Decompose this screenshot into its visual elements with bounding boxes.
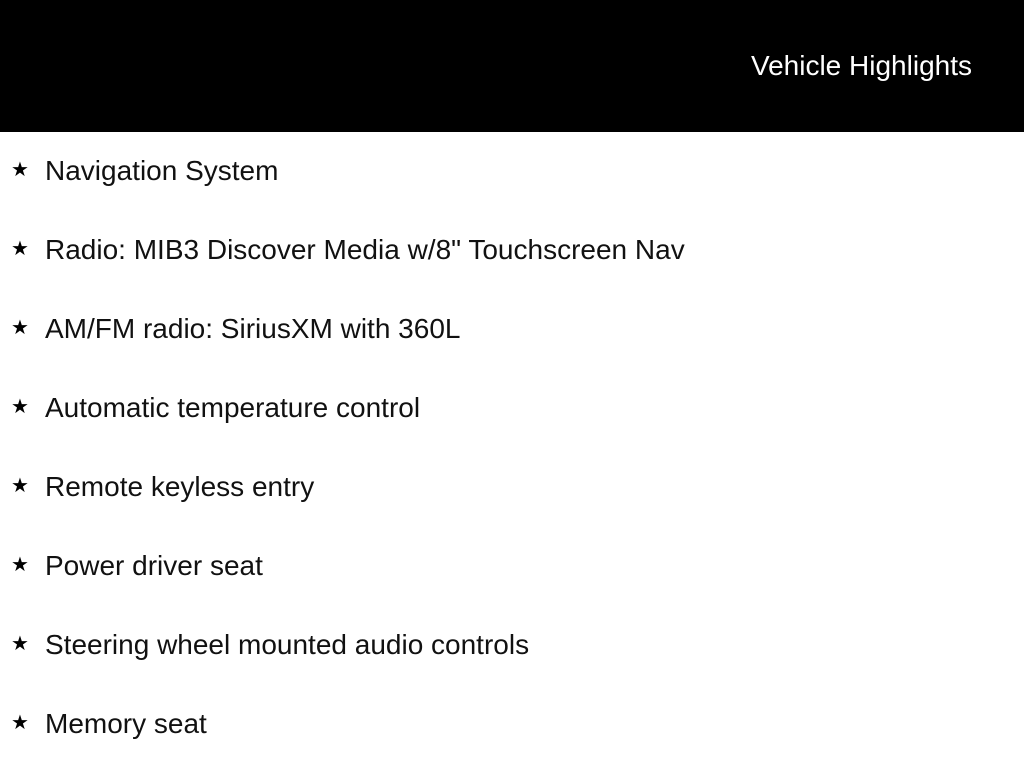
vehicle-highlights-list bbox=[0, 132, 1024, 764]
highlight-label: Radio: MIB3 Discover Media w/8" Touchscreen Nav bbox=[45, 234, 685, 265]
highlight-label: Remote keyless entry bbox=[45, 471, 315, 502]
list-item bbox=[0, 527, 1024, 606]
highlight-label: Memory seat bbox=[45, 708, 207, 739]
list-item bbox=[0, 290, 1024, 369]
list-item bbox=[0, 132, 1024, 211]
highlight-label: Power driver seat bbox=[45, 550, 263, 581]
star-icon: ★ bbox=[11, 710, 29, 734]
star-icon: ★ bbox=[11, 631, 29, 655]
star-icon: ★ bbox=[11, 552, 29, 576]
page-header bbox=[0, 0, 1024, 132]
star-icon: ★ bbox=[11, 236, 29, 260]
highlight-label: AM/FM radio: SiriusXM with 360L bbox=[45, 313, 461, 344]
star-icon: ★ bbox=[11, 473, 29, 497]
highlight-label: Navigation System bbox=[45, 155, 279, 186]
page-title: Vehicle Highlights bbox=[750, 50, 972, 81]
list-item bbox=[0, 606, 1024, 685]
star-icon: ★ bbox=[11, 157, 29, 181]
list-item bbox=[0, 211, 1024, 290]
star-icon: ★ bbox=[11, 394, 29, 418]
list-item bbox=[0, 685, 1024, 764]
list-item bbox=[0, 448, 1024, 527]
list-item bbox=[0, 369, 1024, 448]
highlight-label: Steering wheel mounted audio controls bbox=[45, 629, 530, 660]
highlight-label: Automatic temperature control bbox=[45, 392, 421, 423]
star-icon: ★ bbox=[11, 315, 29, 339]
